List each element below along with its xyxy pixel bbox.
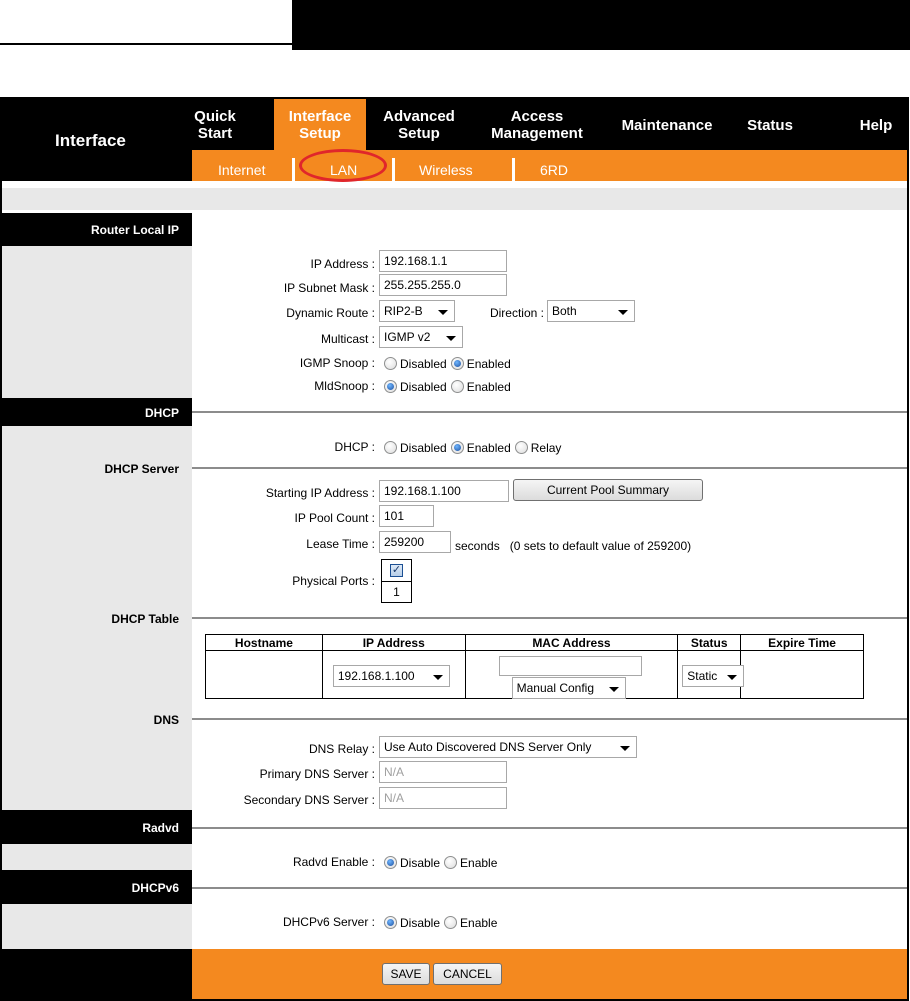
router-config-frame [0, 97, 909, 1001]
footer-bar [192, 949, 907, 1001]
primary-dns-label: Primary DNS Server : [259, 767, 375, 781]
dhcpv6-enable-radio[interactable] [444, 916, 457, 929]
radvd-radio-group [384, 856, 501, 870]
lan-highlight-ellipse [299, 149, 387, 182]
radvd-disable-radio[interactable] [384, 856, 397, 869]
router-local-ip-side [2, 246, 192, 398]
dhcp-server-divider [192, 467, 907, 469]
primary-dns-input[interactable]: N/A [379, 761, 507, 783]
mld-snoop-enabled-radio[interactable] [451, 380, 464, 393]
mld-snoop-disabled-radio[interactable] [384, 380, 397, 393]
ip-address-input[interactable]: 192.168.1.1 [379, 250, 507, 272]
mld-snoop-label: MldSnoop : [314, 379, 375, 393]
save-button[interactable]: SAVE [382, 963, 430, 985]
direction-select[interactable]: Both [547, 300, 635, 322]
col-hostname: Hostname [206, 635, 323, 651]
nav-maintenance[interactable]: Maintenance [621, 117, 713, 134]
nav-interface-setup[interactable]: Interface Setup [288, 108, 352, 142]
chevron-down-icon [446, 336, 456, 341]
router-local-ip-label: Router Local IP [90, 223, 179, 237]
dhcp-ip-select[interactable]: 192.168.1.100 [333, 665, 450, 687]
document-title-bar [292, 0, 910, 50]
dhcpv6-divider [192, 887, 907, 889]
document-title-underline [0, 0, 292, 45]
dhcpv6-label: DHCPv6 [131, 881, 179, 895]
brand-title: Interface [55, 131, 126, 150]
dhcp-enabled-radio[interactable] [451, 441, 464, 454]
igmp-snoop-disabled-radio[interactable] [384, 357, 397, 370]
radvd-enable-label: Radvd Enable : [292, 855, 375, 869]
col-mac-address: MAC Address [465, 635, 678, 651]
current-pool-summary-button[interactable]: Current Pool Summary [513, 479, 703, 501]
radio-label: Enabled [466, 357, 511, 371]
dhcp-divider [192, 411, 907, 413]
dhcp-server-label: DHCP Server [104, 462, 179, 476]
status-cell [678, 651, 741, 699]
ports-divider [382, 581, 411, 582]
nav-status[interactable]: Status [747, 117, 793, 134]
chevron-down-icon [618, 310, 628, 315]
subtab-separator [392, 158, 395, 182]
dhcp-mode-radio-group [384, 441, 565, 455]
dynamic-route-select[interactable]: RIP2-B [379, 300, 455, 322]
subnet-mask-input[interactable]: 255.255.255.0 [379, 274, 507, 296]
dhcpv6-radio-group [384, 916, 501, 930]
port-1-checkbox[interactable]: ✓ [391, 564, 402, 576]
radvd-enable-radio[interactable] [444, 856, 457, 869]
dhcpv6-side [2, 904, 192, 949]
secondary-dns-input[interactable]: N/A [379, 787, 507, 809]
mac-address-cell [465, 651, 678, 699]
subtab-separator [292, 158, 295, 182]
status-select[interactable]: Static [682, 665, 744, 687]
radio-label: Enable [460, 856, 498, 870]
radio-label: Enabled [466, 380, 511, 394]
radvd-label: Radvd [142, 821, 179, 835]
table-row [206, 651, 864, 699]
mac-address-input[interactable] [499, 656, 642, 676]
dhcp-mode-label: DHCP : [334, 440, 375, 454]
igmp-snoop-label: IGMP Snoop : [299, 356, 375, 370]
chevron-down-icon [609, 687, 619, 692]
cancel-button[interactable]: CANCEL [433, 963, 502, 985]
nav-advanced-setup[interactable]: Advanced Setup [383, 108, 455, 142]
hostname-cell [206, 651, 323, 699]
radvd-side [2, 844, 192, 870]
pool-count-input[interactable]: 101 [379, 505, 434, 527]
chevron-down-icon [620, 746, 630, 751]
nav-access-management[interactable]: Access Management [491, 108, 583, 142]
secondary-dns-label: Secondary DNS Server : [243, 793, 375, 807]
dhcp-table [205, 634, 864, 699]
radio-label: Disabled [400, 380, 447, 394]
subtab-internet[interactable]: Internet [218, 162, 266, 178]
ip-address-label: IP Address : [310, 257, 375, 271]
subnet-mask-label: IP Subnet Mask : [283, 281, 375, 295]
pool-count-label: IP Pool Count : [294, 511, 375, 525]
mac-config-select[interactable]: Manual Config [512, 677, 626, 699]
radio-label: Disable [400, 856, 441, 870]
mld-snoop-radio-group [384, 380, 515, 394]
col-ip-address: IP Address [322, 635, 465, 651]
multicast-label: Multicast : [320, 332, 375, 346]
subtab-wireless[interactable]: Wireless [419, 162, 473, 178]
dhcpv6-disable-radio[interactable] [384, 916, 397, 929]
radio-label: Disabled [400, 357, 447, 371]
chevron-down-icon [438, 310, 448, 315]
physical-ports-label: Physical Ports : [292, 574, 375, 588]
footer-side [2, 949, 192, 1001]
top-spacer-stripe [2, 188, 907, 210]
chevron-down-icon [433, 675, 443, 680]
expire-time-cell [741, 651, 864, 699]
lease-time-note: seconds (0 sets to default value of 259200) [455, 539, 692, 553]
radio-label: Enabled [466, 441, 511, 455]
direction-label: Direction : [489, 306, 544, 320]
col-status: Status [678, 635, 741, 651]
starting-ip-label: Starting IP Address : [265, 486, 375, 500]
igmp-snoop-enabled-radio[interactable] [451, 357, 464, 370]
radio-label: Enable [460, 916, 498, 930]
subtab-lan[interactable]: LAN [330, 162, 358, 178]
lease-time-label: Lease Time : [306, 537, 375, 551]
nav-quick-start[interactable]: Quick Start [194, 108, 236, 142]
nav-help[interactable]: Help [859, 117, 893, 134]
dhcp-table-divider [192, 617, 907, 619]
radvd-divider [192, 827, 907, 829]
dns-relay-select[interactable]: Use Auto Discovered DNS Server Only [379, 736, 637, 758]
subtab-separator [512, 158, 515, 182]
igmp-snoop-radio-group [384, 357, 515, 371]
ip-address-cell [322, 651, 465, 699]
chevron-down-icon [727, 675, 737, 680]
radio-label: Disable [400, 916, 441, 930]
physical-ports-box [381, 559, 412, 603]
col-expire-time: Expire Time [741, 635, 864, 651]
dhcp-relay-radio[interactable] [515, 441, 528, 454]
dynamic-route-label: Dynamic Route : [286, 306, 375, 320]
lease-time-input[interactable]: 259200 [379, 531, 451, 553]
dns-relay-label: DNS Relay : [308, 742, 375, 756]
dhcp-disabled-radio[interactable] [384, 441, 397, 454]
subtab-6rd[interactable]: 6RD [540, 162, 569, 178]
radio-label: Disabled [400, 441, 447, 455]
starting-ip-input[interactable]: 192.168.1.100 [379, 480, 509, 502]
dns-label: DNS [153, 713, 179, 727]
dns-divider [192, 718, 907, 720]
dhcp-table-label: DHCP Table [111, 612, 179, 626]
dhcpv6-server-label: DHCPv6 Server : [282, 915, 375, 929]
dhcp-label: DHCP [144, 406, 179, 420]
port-1-number: 1 [393, 585, 400, 599]
radio-label: Relay [530, 441, 562, 455]
multicast-select[interactable]: IGMP v2 [379, 326, 463, 348]
